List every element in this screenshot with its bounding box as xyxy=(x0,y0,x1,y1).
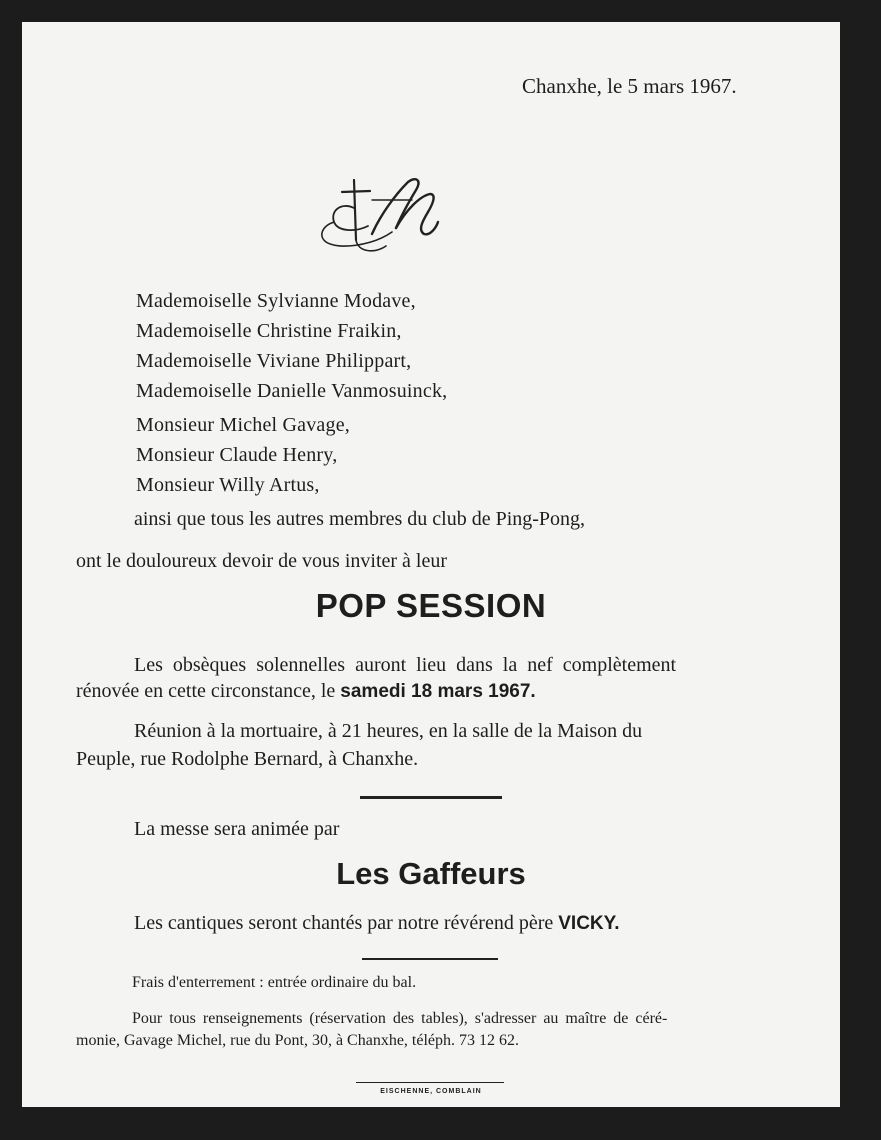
event-title: POP SESSION xyxy=(315,587,547,624)
event-date: samedi 18 mars 1967. xyxy=(340,681,536,702)
fees-line: Frais d'enterrement : entrée ordinaire du bal. xyxy=(132,974,417,991)
invite-line: ont le douloureux devoir de vous inviter à leur xyxy=(76,550,448,572)
paragraph1-line2 xyxy=(76,680,536,703)
announcement-card xyxy=(22,22,840,1107)
paragraph1-line1: Les obsèques solennelles auront lieu dans la nef complètement xyxy=(134,654,677,676)
info-line1: Pour tous renseignements (réservation des tables), s'adresser au maître de céré- xyxy=(132,1010,668,1027)
cantiques-text: Les cantiques seront chantés par notre révérend père xyxy=(134,912,559,934)
divider-rule xyxy=(360,796,502,799)
signatory-5: Monsieur Michel Gavage, xyxy=(136,414,350,436)
paragraph2-line2: Peuple, rue Rodolphe Bernard, à Chanxhe. xyxy=(76,748,419,770)
band-name: Les Gaffeurs xyxy=(336,856,526,891)
signatory-2: Mademoiselle Christine Fraikin, xyxy=(136,320,402,342)
cantiques-line xyxy=(134,912,620,935)
signatory-6: Monsieur Claude Henry, xyxy=(136,444,338,466)
signatory-7: Monsieur Willy Artus, xyxy=(136,474,320,496)
paragraph1-line2-text: rénovée en cette circonstance, le xyxy=(76,680,341,702)
vicky-name: VICKY. xyxy=(558,913,620,934)
date-line: Chanxhe, le 5 mars 1967. xyxy=(522,74,737,98)
info-line2: monie, Gavage Michel, rue du Pont, 30, à Chanxhe, téléph. 73 12 62. xyxy=(76,1032,520,1049)
signatory-1: Mademoiselle Sylvianne Modave, xyxy=(136,290,416,312)
printer-credit: EISCHENNE, COMBLAIN xyxy=(380,1088,482,1095)
signatory-4: Mademoiselle Danielle Vanmosuinck, xyxy=(136,380,448,402)
cross-monogram-icon xyxy=(312,170,442,260)
club-line: ainsi que tous les autres membres du club de Ping-Pong, xyxy=(134,508,586,530)
paragraph2-line1: Réunion à la mortuaire, à 21 heures, en la salle de la Maison du xyxy=(134,720,643,742)
divider-rule-2 xyxy=(362,958,498,960)
printer-rule xyxy=(356,1082,504,1083)
signatory-3: Mademoiselle Viviane Philippart, xyxy=(136,350,412,372)
mass-line: La messe sera animée par xyxy=(134,818,340,840)
